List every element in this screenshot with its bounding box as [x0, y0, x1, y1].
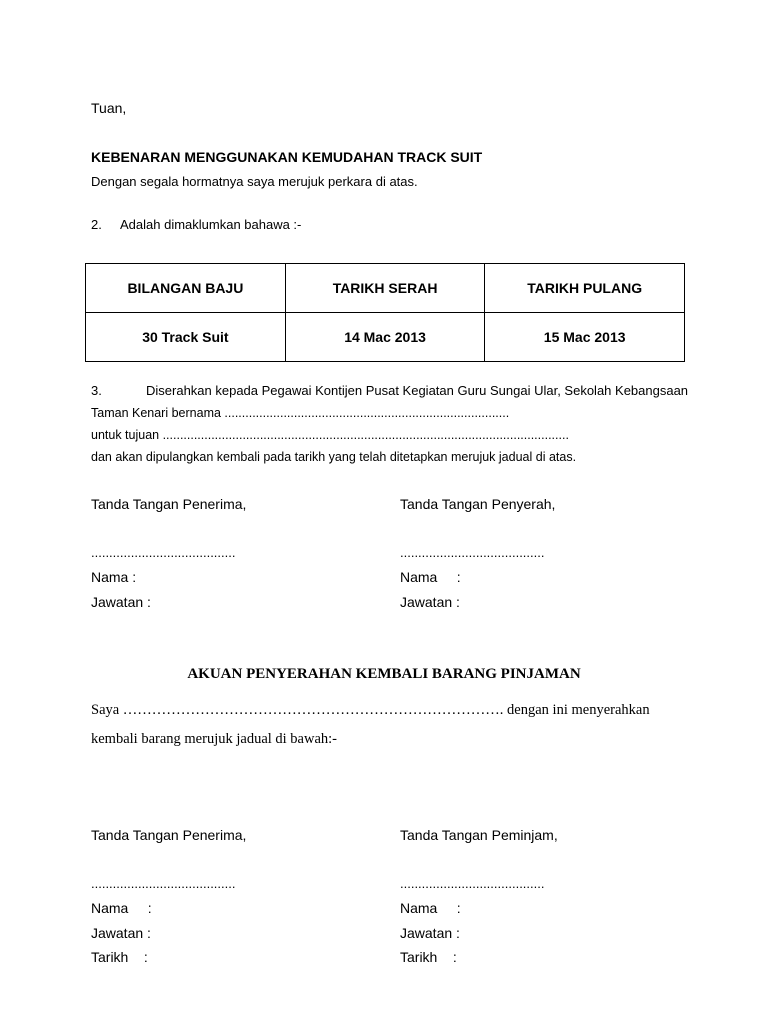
para3-line: untuk tujuan ..................................................................................................................... [91, 428, 569, 442]
letter-heading: KEBENARAN MENGGUNAKAN KEMUDAHAN TRACK SUIT [91, 149, 483, 165]
akuan-line: Saya ……………………………………………………………………. dengan ini menyerahkan [91, 702, 650, 718]
sign1-left-title: Tanda Tangan Penerima, [91, 496, 247, 512]
signature-line: ........................................ [91, 545, 236, 560]
para3-line: Diserahkan kepada Pegawai Kontijen Pusat Kegiatan Guru Sungai Ular, Sekolah Kebangsaan [146, 383, 689, 398]
signature-line: ........................................ [400, 545, 545, 560]
table-cell: 14 Mac 2013 [285, 313, 485, 362]
signature-line: ........................................ [400, 876, 545, 891]
para3-line: dan akan dipulangkan kembali pada tarikh yang telah ditetapkan merujuk jadual di atas. [91, 450, 577, 464]
table-cell: 15 Mac 2013 [485, 313, 685, 362]
salutation: Tuan, [91, 100, 127, 116]
sign1-right-title: Tanda Tangan Penyerah, [400, 496, 556, 512]
akuan-title: AKUAN PENYERAHAN KEMBALI BARANG PINJAMAN [187, 666, 581, 682]
tarikh-label: Tarikh : [91, 949, 148, 965]
jawatan-label: Jawatan : [91, 925, 151, 941]
nama-label: Nama : [91, 900, 152, 916]
table-cell: 30 Track Suit [86, 313, 286, 362]
nama-label: Nama : [400, 569, 461, 585]
para3-number: 3. [91, 383, 102, 398]
intro-text: Dengan segala hormatnya saya merujuk perkara di atas. [91, 174, 418, 189]
table-row [86, 313, 685, 362]
jawatan-label: Jawatan : [91, 594, 151, 610]
nama-label: Nama : [91, 569, 137, 585]
nama-label: Nama : [400, 900, 461, 916]
track-suit-table [85, 263, 685, 362]
jawatan-label: Jawatan : [400, 594, 460, 610]
para2-number: 2. [91, 217, 102, 232]
tarikh-label: Tarikh : [400, 949, 457, 965]
para3-line: Taman Kenari bernama .................................................................................. [91, 406, 510, 420]
sign2-left-title: Tanda Tangan Penerima, [91, 827, 247, 843]
signature-line: ........................................ [91, 876, 236, 891]
table-header-cell: BILANGAN BAJU [86, 264, 286, 313]
jawatan-label: Jawatan : [400, 925, 460, 941]
sign2-right-title: Tanda Tangan Peminjam, [400, 827, 558, 843]
akuan-line: kembali barang merujuk jadual di bawah:- [91, 731, 338, 747]
table-header-cell: TARIKH SERAH [285, 264, 485, 313]
para2-text: Adalah dimaklumkan bahawa :- [120, 217, 302, 232]
table-header-row [86, 264, 685, 313]
table-header-cell: TARIKH PULANG [485, 264, 685, 313]
